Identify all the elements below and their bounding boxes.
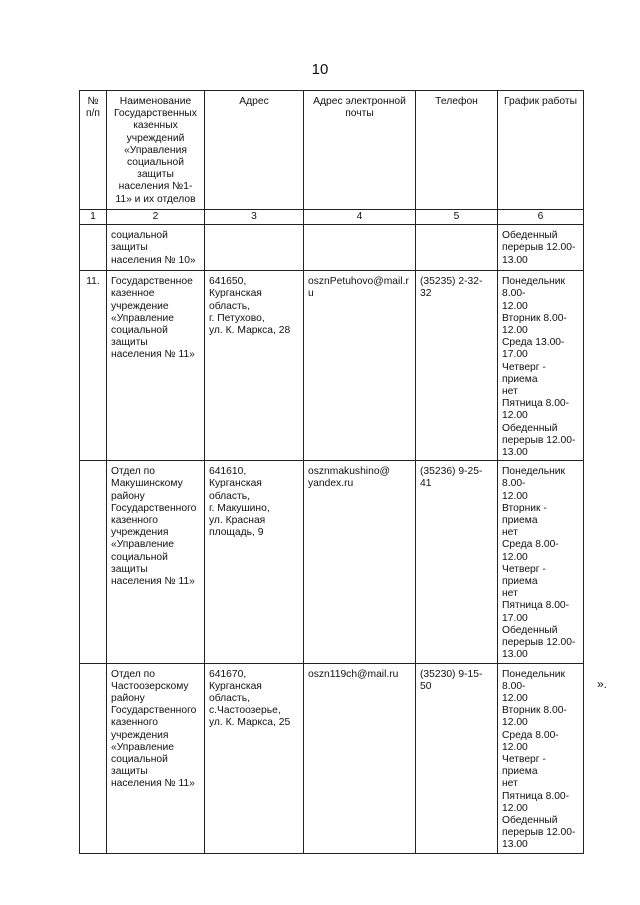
cell-line: Обеденный <box>502 624 558 636</box>
cell-line: Государственное <box>111 276 193 288</box>
cell-line: Понедельник 8.00- <box>502 466 566 490</box>
cell-line: Среда 13.00-17.00 <box>502 337 565 361</box>
cell-line: Отдел по <box>111 466 155 478</box>
cell-name <box>107 271 205 461</box>
column-number: 4 <box>304 210 416 225</box>
cell-line: нет <box>502 386 518 398</box>
cell-line: 50 <box>420 680 432 692</box>
cell-line: учреждение <box>111 300 169 312</box>
column-number: 1 <box>80 210 107 225</box>
cell-phone <box>416 461 498 663</box>
cell-line: г. Петухово, <box>209 312 265 324</box>
cell-line: казенного <box>111 717 159 729</box>
cell-line: Пятница 8.00-12.00 <box>502 790 570 814</box>
cell-line: перерыв 12.00-13.00 <box>502 434 576 459</box>
cell-line: социальной <box>111 551 168 563</box>
cell-line: социальной <box>111 753 168 765</box>
cell-line: Пятница 8.00-12.00 <box>502 398 570 422</box>
cell-line: учреждения <box>111 729 169 741</box>
cell-line: району <box>111 692 145 704</box>
cell-line: Среда 8.00-12.00 <box>502 729 559 753</box>
table-row <box>80 663 584 853</box>
cell-line: Обеденный <box>502 422 558 434</box>
cell-line: нет <box>502 527 518 539</box>
cell-line: Среда 8.00-12.00 <box>502 539 559 563</box>
cell-line: 12.00 <box>502 490 528 502</box>
cell-line: область, <box>209 490 250 502</box>
cell-line: защиты <box>111 242 148 254</box>
cell-line: (35236) 9-25- <box>420 466 483 478</box>
column-number-row <box>80 210 584 225</box>
cell-line: 11» и их отделов <box>115 193 196 205</box>
cell-name <box>107 461 205 663</box>
cell-line: с.Частоозерье, <box>209 705 281 717</box>
cell-line: нет <box>502 588 518 600</box>
cell-line: «Управление <box>111 741 174 753</box>
cell-email <box>304 271 416 461</box>
cell-line: Понедельник 8.00- <box>502 668 566 692</box>
cell-line: Четверг - приема <box>502 753 546 778</box>
cell-line: казенного <box>111 515 159 527</box>
cell-email <box>304 461 416 663</box>
cell-line: Курганская <box>209 680 262 692</box>
cell-name <box>107 663 205 853</box>
cell-line: (35230) 9-15- <box>420 668 483 680</box>
cell-line: защиты <box>111 766 148 778</box>
cell-line: почты <box>345 108 374 120</box>
cell-line: Телефон <box>435 96 478 107</box>
cell-schedule <box>498 271 584 461</box>
cell-line: перерыв 12.00-13.00 <box>502 827 576 851</box>
cell-line: ул. Красная <box>209 515 266 527</box>
table-row <box>80 461 584 663</box>
cell-line: нет <box>502 778 518 790</box>
cell-line: учреждения <box>111 527 169 539</box>
cell-num <box>80 225 107 271</box>
cell-line: Адрес электронной <box>313 96 406 107</box>
cell-num <box>80 663 107 853</box>
cell-email <box>304 225 416 271</box>
cell-line: Вторник - приема <box>502 502 547 527</box>
cell-email <box>304 663 416 853</box>
column-number: 5 <box>416 210 498 225</box>
cell-line: Наименование <box>119 96 192 107</box>
cell-schedule <box>498 461 584 663</box>
cell-line: osznPetuhovo@mail.r <box>308 276 409 288</box>
cell-line: Вторник 8.00-12.00 <box>502 312 567 337</box>
cell-address <box>205 461 304 663</box>
column-number: 3 <box>205 210 304 225</box>
continuation-row <box>80 225 584 271</box>
cell-line: Макушинскому <box>111 478 183 490</box>
cell-line: социальной <box>127 157 184 169</box>
cell-num <box>80 461 107 663</box>
cell-phone <box>416 663 498 853</box>
closing-quote-mark: ». <box>597 677 608 691</box>
column-number: 6 <box>498 210 584 225</box>
cell-line: «Управление <box>111 312 174 324</box>
cell-line: 12.00 <box>502 300 528 312</box>
cell-line: Обеденный <box>502 814 558 826</box>
cell-name <box>107 225 205 271</box>
header-email <box>304 91 416 210</box>
cell-schedule <box>498 663 584 853</box>
cell-line: oszn119ch@mail.ru <box>308 668 399 680</box>
header-row <box>80 91 584 210</box>
cell-line: перерыв 12.00-13.00 <box>502 637 576 661</box>
cell-line: п/п <box>85 108 100 120</box>
cell-line: Государственного <box>111 502 197 514</box>
cell-line: Пятница 8.00-17.00 <box>502 600 570 624</box>
cell-schedule <box>498 225 584 271</box>
column-number: 2 <box>107 210 205 225</box>
cell-line: населения № 10» <box>111 254 196 266</box>
cell-num: 11. <box>80 271 107 461</box>
cell-line: Частоозерскому <box>111 680 189 692</box>
cell-line: перерыв 12.00-13.00 <box>502 242 576 266</box>
cell-line: Вторник 8.00-12.00 <box>502 705 567 729</box>
cell-line: учреждений <box>126 132 185 144</box>
cell-line: социальной <box>111 325 168 337</box>
cell-line: 41 <box>420 478 432 490</box>
cell-address <box>205 663 304 853</box>
header-num <box>80 91 107 210</box>
cell-line: u <box>308 288 314 300</box>
cell-line: населения № 11» <box>111 349 195 361</box>
cell-line: 641650, <box>209 276 247 288</box>
cell-line: Четверг - приема <box>502 361 546 385</box>
institutions-table <box>79 90 584 854</box>
cell-line: Курганская <box>209 478 262 490</box>
cell-line: населения №1- <box>118 181 193 193</box>
cell-line: г. Макушино, <box>209 502 270 514</box>
page-number: 10 <box>311 61 329 78</box>
cell-address <box>205 225 304 271</box>
cell-line: область, <box>209 692 250 704</box>
cell-line: yandex.ru <box>308 478 354 490</box>
cell-line: Четверг - приема <box>502 563 546 588</box>
cell-line: 641670, <box>209 668 247 680</box>
cell-line: Государственных <box>114 108 197 120</box>
cell-line: 641610, <box>209 466 247 478</box>
cell-line: (35235) 2-32- <box>420 276 483 288</box>
cell-line: ул. К. Маркса, 25 <box>209 717 291 729</box>
cell-line: казенных <box>133 120 178 132</box>
cell-address <box>205 271 304 461</box>
header-name <box>107 91 205 210</box>
cell-line: «Управления <box>124 144 187 156</box>
cell-line: ул. К. Маркса, 28 <box>209 325 291 337</box>
cell-line: osznmakushino@ <box>308 466 390 478</box>
cell-line: защиты <box>111 563 148 575</box>
cell-line: Адрес <box>239 96 269 107</box>
cell-phone <box>416 271 498 461</box>
header-phone <box>416 91 498 210</box>
cell-line: График работы <box>503 96 577 107</box>
cell-line: населения № 11» <box>111 778 195 790</box>
table-row <box>80 271 584 461</box>
cell-line: площадь, 9 <box>209 527 264 539</box>
cell-line: 32 <box>420 288 432 300</box>
cell-line: «Управление <box>111 539 174 551</box>
cell-line: Понедельник 8.00- <box>502 276 566 300</box>
header-address <box>205 91 304 210</box>
cell-line: № <box>87 96 99 107</box>
cell-line: казенное <box>111 288 155 300</box>
cell-line: защиты <box>137 169 174 181</box>
cell-line: защиты <box>111 337 148 349</box>
cell-line: Отдел по <box>111 668 155 680</box>
cell-line: область, <box>209 300 250 312</box>
header-schedule <box>498 91 584 210</box>
cell-line: Курганская <box>209 288 262 300</box>
cell-phone <box>416 225 498 271</box>
cell-line: району <box>111 490 145 502</box>
cell-line: Государственного <box>111 705 197 717</box>
cell-line: социальной <box>111 230 168 242</box>
cell-line: Обеденный <box>502 230 558 242</box>
cell-line: населения № 11» <box>111 576 195 588</box>
cell-line: 12.00 <box>502 692 528 704</box>
